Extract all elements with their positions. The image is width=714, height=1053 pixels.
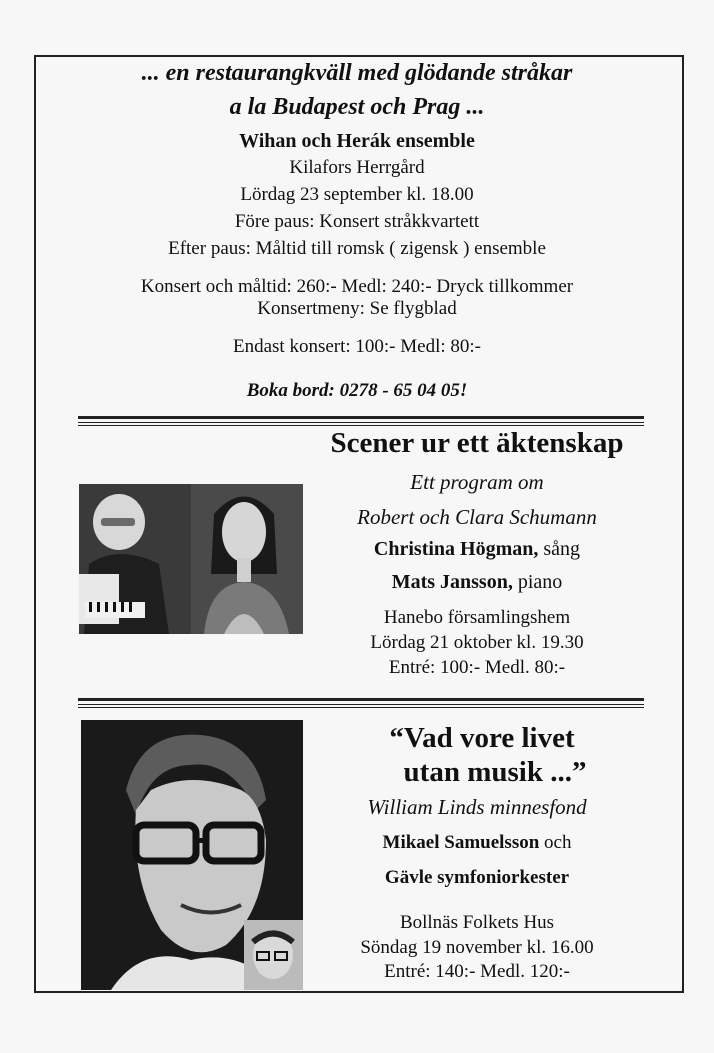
event3-title-line2: utan musik ...” (403, 756, 587, 788)
event2-performer2-role: piano (512, 571, 563, 593)
event3-date: Söndag 19 november kl. 16.00 (360, 937, 594, 958)
event2-performer2-name: Mats Jansson, (391, 571, 513, 593)
event2-performer1-name: Christina Högman, (373, 538, 539, 560)
event3-fund: William Linds minnesfond (367, 795, 587, 819)
photo-william-lind (81, 720, 303, 990)
event2-performer1 (312, 538, 642, 561)
event1-before-break: Före paus: Konsert stråkkvartett (234, 211, 480, 232)
event2-performer2 (312, 571, 642, 594)
event2-title: Scener ur ett äktenskap (330, 427, 624, 459)
event1-date: Lördag 23 september kl. 18.00 (240, 184, 474, 205)
photo-performers (79, 484, 303, 634)
event2-subtitle2: Robert och Clara Schumann (357, 505, 597, 529)
event2-venue: Hanebo församlingshem (383, 607, 571, 628)
event1-menu: Konsertmeny: Se flygblad (257, 298, 457, 319)
event2-price: Entré: 100:- Medl. 80:- (388, 657, 566, 678)
divider-2 (78, 698, 644, 708)
event1-price-meal: Konsert och måltid: 260:- Medl: 240:- Dryck tillkommer (140, 276, 574, 297)
event1-title-line2: a la Budapest och Prag ... (229, 94, 485, 120)
event1-venue: Kilafors Herrgård (289, 157, 425, 178)
event2-performer1-role: sång (538, 538, 581, 560)
event1-booking: Boka bord: 0278 - 65 04 05! (246, 380, 468, 401)
event3-orchestra: Gävle symfoniorkester (384, 867, 570, 888)
event3-performer1-suffix: och (539, 832, 572, 853)
event1-title-line1: ... en restaurangkväll med glödande stråkar (141, 60, 573, 86)
event3-venue: Bollnäs Folkets Hus (399, 912, 555, 933)
event2-date: Lördag 21 oktober kl. 19.30 (370, 632, 584, 653)
event2-subtitle1: Ett program om (410, 470, 544, 494)
event3-performer1 (312, 832, 642, 854)
event3-price: Entré: 140:- Medl. 120:- (384, 961, 570, 982)
divider-1 (78, 416, 644, 426)
event3-performer1-name: Mikael Samuelsson (382, 832, 540, 853)
event1-after-break: Efter paus: Måltid till romsk ( zigensk ) ensemble (168, 238, 546, 259)
event1-price-concert: Endast konsert: 100:- Medl: 80:- (232, 336, 482, 357)
event3-title-line1: “Vad vore livet (389, 722, 575, 754)
event1-ensemble: Wihan och Herák ensemble (239, 130, 475, 152)
